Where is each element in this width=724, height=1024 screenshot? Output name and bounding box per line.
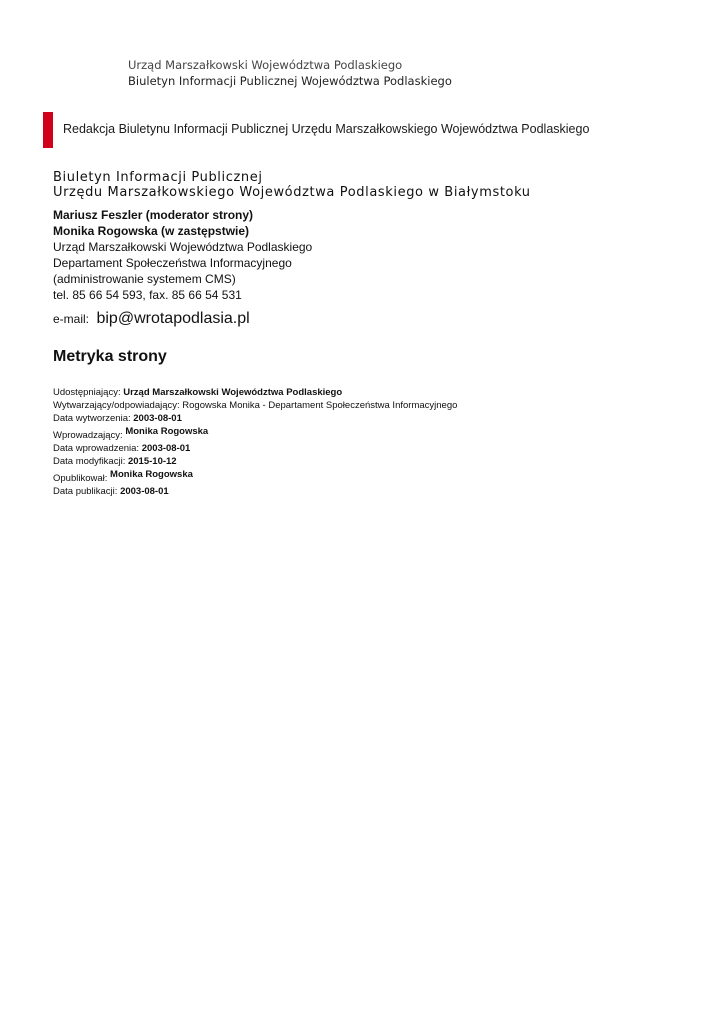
editorial-accent-bar [43, 112, 53, 148]
moderator-name: Mariusz Feszler (moderator strony) [53, 208, 254, 222]
metryka-row-data-wprowadzenia [53, 442, 457, 455]
metryka-label: Opublikował: [53, 473, 108, 484]
header-bip-name: Biuletyn Informacji Publicznej Województwa Podlaskiego [128, 74, 452, 88]
metryka-row-data-modyfikacji [53, 455, 457, 468]
metryka-label: Wprowadzający: [53, 430, 123, 441]
bip-title [53, 170, 531, 200]
metryka-row-wytwarzajacy [53, 399, 457, 412]
metryka-row-wprowadzajacy [53, 425, 457, 442]
metryka-value: 2003-08-01 [120, 486, 169, 497]
metryka-row-data-wytworzenia [53, 412, 457, 425]
deputy-name: Monika Rogowska (w zastępstwie) [53, 224, 250, 238]
email-row [53, 310, 250, 328]
metryka-label: Data wytworzenia: [53, 413, 131, 424]
admin-note: (administrowanie systemem CMS) [53, 272, 236, 286]
metryka-label: Udostępniający: [53, 387, 121, 398]
metryka-label: Data modyfikacji: [53, 456, 126, 467]
metryka-label: Data publikacji: [53, 486, 118, 497]
site-header [128, 57, 452, 89]
department-name: Departament Społeczeństwa Informacyjnego [53, 256, 292, 270]
metryka-heading: Metryka strony [53, 348, 167, 365]
metryka-label: Wytwarzający/odpowiadający: [53, 400, 180, 411]
metryka-row-opublikowal [53, 468, 457, 485]
phone-fax: tel. 85 66 54 593, fax. 85 66 54 531 [53, 288, 242, 302]
metryka-label: Data wprowadzenia: [53, 443, 140, 454]
metryka-value: 2003-08-01 [141, 443, 191, 454]
bip-title-line1: Biuletyn Informacji Publicznej [53, 170, 263, 185]
office-name: Urząd Marszałkowski Województwa Podlaskiego [53, 240, 313, 254]
metryka-row-data-publikacji [53, 485, 457, 498]
email-link[interactable]: bip@wrotapodlasia.pl [96, 310, 250, 327]
metryka-value: Rogowska Monika - Departament Społeczeństwa Informacyjnego [182, 400, 458, 411]
metryka-value: 2015-10-12 [127, 456, 177, 467]
contact-block [53, 207, 312, 303]
header-office-name: Urząd Marszałkowski Województwa Podlaskiego [128, 58, 403, 72]
metryka-list [53, 386, 457, 498]
email-label: e-mail: [53, 312, 90, 326]
metryka-value: 2003-08-01 [133, 413, 182, 424]
editorial-heading: Redakcja Biuletynu Informacji Publicznej Urzędu Marszałkowskiego Województwa Podlaskiego [63, 122, 590, 136]
metryka-value: Monika Rogowska [125, 426, 209, 437]
metryka-value: Urząd Marszałkowski Województwa Podlaskiego [123, 387, 343, 398]
metryka-value: Monika Rogowska [110, 469, 193, 480]
bip-title-line2: Urzędu Marszałkowskiego Województwa Podlaskiego w Białymstoku [53, 185, 531, 200]
metryka-row-udostepniajacy [53, 386, 457, 399]
